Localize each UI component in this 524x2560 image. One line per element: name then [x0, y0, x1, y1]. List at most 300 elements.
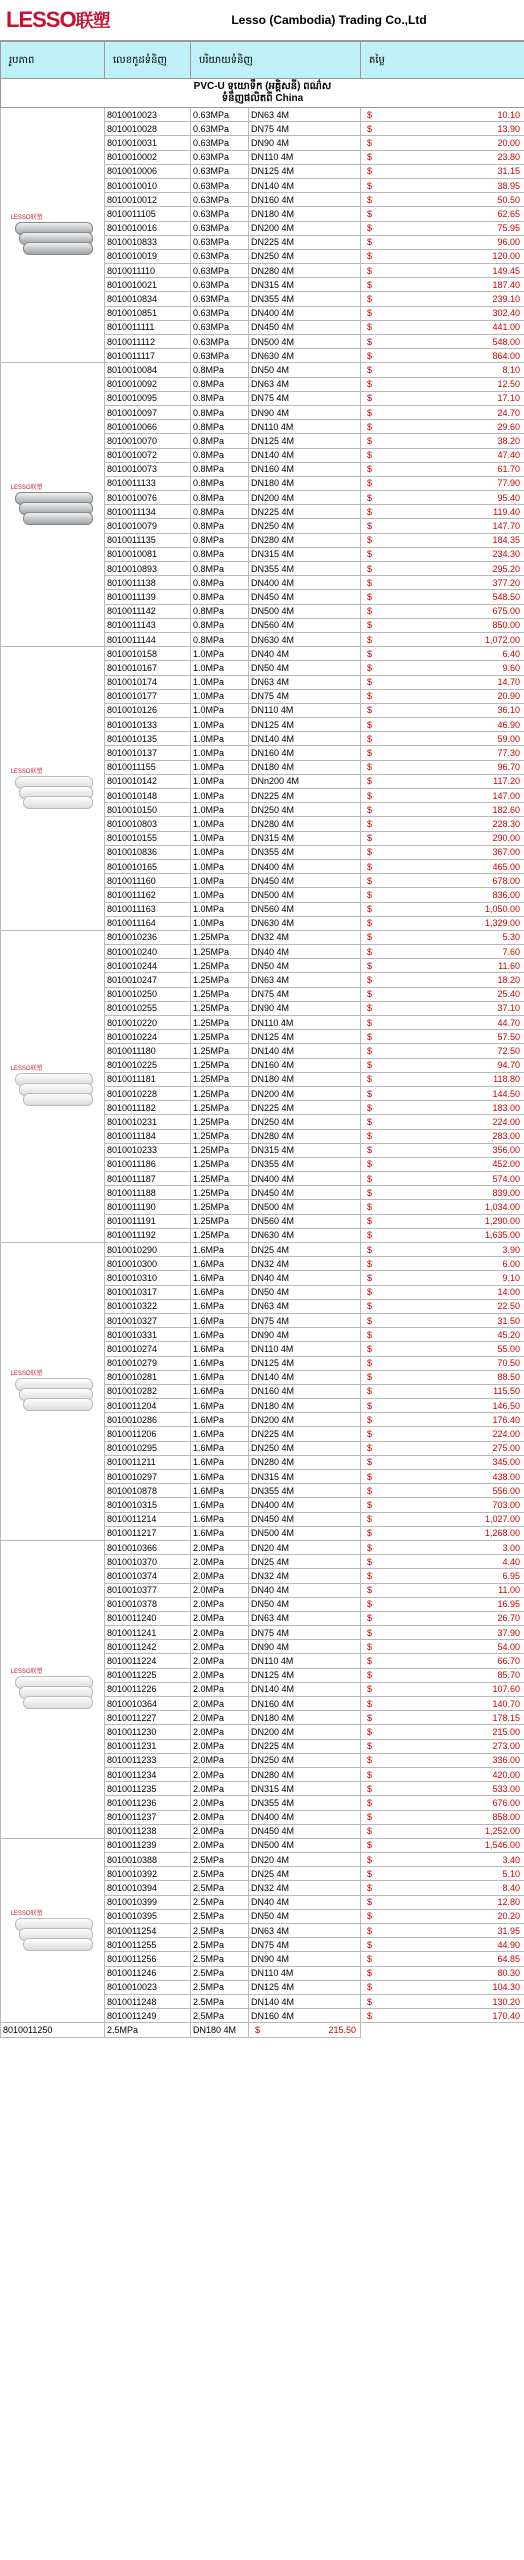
currency-symbol: $ [367, 1556, 373, 1567]
item-code: 8010011142 [105, 604, 191, 618]
item-code: 8010010072 [105, 448, 191, 462]
price-cell [361, 774, 524, 788]
pressure-rating: 2.5MPa [191, 1853, 249, 1867]
currency-symbol: $ [367, 208, 373, 219]
pipe-size: DN280 4M [249, 1455, 361, 1469]
pipe-size: DN140 4M [249, 1370, 361, 1384]
currency-symbol: $ [367, 1996, 373, 2007]
currency-symbol: $ [367, 180, 373, 191]
price-cell [361, 434, 524, 448]
currency-symbol: $ [367, 932, 373, 943]
item-code: 8010011225 [105, 1668, 191, 1682]
pipe-size: DN250 4M [249, 803, 361, 817]
pipe-size: DN200 4M [249, 221, 361, 235]
pipe-size: DN355 4M [249, 292, 361, 306]
currency-symbol: $ [367, 719, 373, 730]
price-cell [361, 476, 524, 490]
pressure-rating: 0.63MPa [191, 249, 249, 263]
currency-symbol: $ [367, 478, 373, 489]
table-row [1, 647, 524, 661]
price-value: 8.40 [502, 1883, 520, 1894]
pressure-rating: 2.0MPa [191, 1626, 249, 1640]
price-value: 3.90 [502, 1244, 520, 1255]
pipe-size: DN225 4M [249, 1427, 361, 1441]
price-value: 10.10 [497, 109, 520, 120]
price-value: 77.30 [497, 748, 520, 759]
price-value: 5.30 [502, 932, 520, 943]
price-value: 4.40 [502, 1556, 520, 1567]
price-value: 574.00 [492, 1173, 520, 1184]
price-value: 1,034.00 [484, 1202, 520, 1213]
price-cell [361, 1072, 524, 1086]
pressure-rating: 0.8MPa [191, 377, 249, 391]
price-cell [361, 519, 524, 533]
item-code: 8010011227 [105, 1711, 191, 1725]
item-code: 8010011235 [105, 1782, 191, 1796]
price-value: 839.00 [492, 1187, 520, 1198]
price-value: 1,635.00 [484, 1230, 520, 1241]
item-code: 8010011250 [1, 2023, 105, 2037]
pressure-rating: 0.8MPa [191, 391, 249, 405]
item-code: 8010011256 [105, 1952, 191, 1966]
currency-symbol: $ [367, 1187, 373, 1198]
pressure-rating: 1.6MPa [191, 1512, 249, 1526]
price-value: 215.00 [492, 1726, 520, 1737]
price-value: 9.10 [502, 1272, 520, 1283]
currency-symbol: $ [367, 1202, 373, 1213]
currency-symbol: $ [367, 1429, 373, 1440]
item-code: 8010010165 [105, 859, 191, 873]
pipe-size: DN500 4M [249, 1526, 361, 1540]
pressure-rating: 2.0MPa [191, 1555, 249, 1569]
price-cell [361, 1058, 524, 1072]
price-value: 176.40 [492, 1414, 520, 1425]
pipe-size: DN32 4M [249, 1257, 361, 1271]
pressure-rating: 0.63MPa [191, 136, 249, 150]
item-code: 8010010378 [105, 1597, 191, 1611]
price-value: 45.20 [497, 1329, 520, 1340]
price-cell [361, 1924, 524, 1938]
pressure-rating: 0.8MPa [191, 562, 249, 576]
pressure-rating: 2.0MPa [191, 1767, 249, 1781]
pipe-size: DN40 4M [249, 647, 361, 661]
currency-symbol: $ [367, 1968, 373, 1979]
price-cell [361, 1399, 524, 1413]
currency-symbol: $ [367, 1287, 373, 1298]
currency-symbol: $ [367, 563, 373, 574]
pipe-size: DN180 4M [249, 1399, 361, 1413]
item-code: 8010010247 [105, 973, 191, 987]
price-cell [361, 888, 524, 902]
price-cell [361, 1228, 524, 1242]
item-code: 8010011184 [105, 1129, 191, 1143]
item-code: 8010010095 [105, 391, 191, 405]
currency-symbol: $ [367, 2010, 373, 2021]
pipe-size: DN450 4M [249, 1186, 361, 1200]
price-cell [361, 1342, 524, 1356]
item-code: 8010011246 [105, 1966, 191, 1980]
price-value: 283.00 [492, 1131, 520, 1142]
currency-symbol: $ [367, 506, 373, 517]
pressure-rating: 1.6MPa [191, 1271, 249, 1285]
price-value: 149.45 [492, 265, 520, 276]
currency-symbol: $ [367, 364, 373, 375]
pressure-rating: 1.0MPa [191, 874, 249, 888]
price-value: 120.00 [492, 251, 520, 262]
pipe-size: DN500 4M [249, 1838, 361, 1852]
currency-symbol: $ [367, 1656, 373, 1667]
price-cell [361, 1001, 524, 1015]
pressure-rating: 0.8MPa [191, 448, 249, 462]
price-value: 26.70 [497, 1613, 520, 1624]
currency-symbol: $ [367, 1741, 373, 1752]
pressure-rating: 1.6MPa [191, 1243, 249, 1257]
pipe-size: DN200 4M [249, 491, 361, 505]
pressure-rating: 1.25MPa [191, 1044, 249, 1058]
currency-symbol: $ [367, 1797, 373, 1808]
currency-symbol: $ [367, 1102, 373, 1113]
pressure-rating: 2.5MPa [191, 1881, 249, 1895]
pressure-rating: 1.6MPa [191, 1498, 249, 1512]
currency-symbol: $ [367, 407, 373, 418]
price-cell [361, 831, 524, 845]
currency-symbol: $ [367, 1542, 373, 1553]
price-cell [361, 1498, 524, 1512]
currency-symbol: $ [367, 1131, 373, 1142]
currency-symbol: $ [367, 1329, 373, 1340]
price-cell [361, 462, 524, 476]
price-cell [361, 1143, 524, 1157]
item-code: 8010010250 [105, 987, 191, 1001]
price-value: 119.40 [493, 506, 520, 517]
price-value: 170.40 [492, 2010, 520, 2021]
price-cell [361, 1470, 524, 1484]
pipe-size: DN110 4M [249, 1966, 361, 1980]
price-value: 44.90 [497, 1939, 520, 1950]
table-header-row [1, 42, 524, 79]
price-value: 3.40 [502, 1854, 520, 1865]
price-value: 183.00 [492, 1102, 520, 1113]
pipe-size: DN110 4M [249, 1654, 361, 1668]
pipe-size: DN450 4M [249, 1512, 361, 1526]
item-code: 8010010231 [105, 1115, 191, 1129]
currency-symbol: $ [367, 960, 373, 971]
price-value: 1,072.00 [484, 634, 520, 645]
pressure-rating: 1.25MPa [191, 1058, 249, 1072]
price-cell [361, 1512, 524, 1526]
price-cell [361, 647, 524, 661]
pipe-size: DN180 4M [249, 476, 361, 490]
item-code: 8010010399 [105, 1895, 191, 1909]
price-cell [361, 1640, 524, 1654]
price-value: 85.70 [497, 1670, 520, 1681]
pipe-size: DN180 4M [249, 1711, 361, 1725]
currency-symbol: $ [367, 237, 373, 248]
pressure-rating: 1.0MPa [191, 732, 249, 746]
price-value: 8.10 [502, 364, 520, 375]
pressure-rating: 0.63MPa [191, 207, 249, 221]
price-value: 11.00 [498, 1585, 520, 1596]
price-value: 295.20 [492, 563, 520, 574]
price-cell [361, 817, 524, 831]
pressure-rating: 1.0MPa [191, 902, 249, 916]
item-code: 8010010803 [105, 817, 191, 831]
price-value: 22.50 [497, 1301, 520, 1312]
item-code: 8010010148 [105, 789, 191, 803]
currency-symbol: $ [367, 733, 373, 744]
item-code: 8010010126 [105, 703, 191, 717]
pipe-size: DN560 4M [249, 902, 361, 916]
pipe-size: DN225 4M [249, 1101, 361, 1115]
item-code: 8010010220 [105, 1016, 191, 1030]
pressure-rating: 2.5MPa [191, 1909, 249, 1923]
price-cell [361, 1413, 524, 1427]
pressure-rating: 2.0MPa [191, 1739, 249, 1753]
price-cell [361, 803, 524, 817]
item-code: 8010010851 [105, 306, 191, 320]
price-value: 107.60 [492, 1684, 520, 1695]
price-value: 61.70 [497, 464, 520, 475]
currency-symbol: $ [367, 279, 373, 290]
currency-symbol: $ [367, 464, 373, 475]
pressure-rating: 2.5MPa [191, 1952, 249, 1966]
price-value: 6.00 [502, 1258, 520, 1269]
pressure-rating: 2.0MPa [191, 1540, 249, 1554]
currency-symbol: $ [367, 1272, 373, 1283]
pipe-size: DN125 4M [249, 164, 361, 178]
pipe-size: DN315 4M [249, 1782, 361, 1796]
price-value: 367.00 [492, 847, 520, 858]
item-code: 8010011105 [105, 207, 191, 221]
price-cell [361, 945, 524, 959]
price-value: 31.95 [497, 1925, 520, 1936]
currency-symbol: $ [367, 634, 373, 645]
price-value: 441.00 [492, 322, 520, 333]
pipe-size: DN250 4M [249, 1753, 361, 1767]
price-cell [361, 1753, 524, 1767]
price-value: 117.20 [493, 776, 520, 787]
currency-symbol: $ [367, 1684, 373, 1695]
product-image [1, 647, 105, 931]
item-code: 8010011224 [105, 1654, 191, 1668]
price-value: 864.00 [492, 350, 520, 361]
pipe-size: DN50 4M [249, 661, 361, 675]
price-value: 1,252.00 [484, 1826, 520, 1837]
currency-symbol: $ [367, 691, 373, 702]
currency-symbol: $ [367, 435, 373, 446]
price-cell [361, 136, 524, 150]
pressure-rating: 0.63MPa [191, 150, 249, 164]
pipe-size: DN140 4M [249, 448, 361, 462]
pipe-bundle-icon [9, 216, 97, 254]
item-code: 8010010279 [105, 1356, 191, 1370]
price-value: 438.00 [492, 1471, 520, 1482]
price-cell [361, 859, 524, 873]
price-cell [361, 193, 524, 207]
pipe-size: DN500 4M [249, 604, 361, 618]
currency-symbol: $ [367, 1698, 373, 1709]
pressure-rating: 1.0MPa [191, 774, 249, 788]
pipe-size: DN140 4M [249, 1994, 361, 2008]
product-image [1, 363, 105, 647]
item-code: 8010011241 [105, 1626, 191, 1640]
item-code: 8010011144 [105, 632, 191, 646]
price-cell [361, 1186, 524, 1200]
pipe-size: DN160 4M [249, 2009, 361, 2023]
pressure-rating: 1.0MPa [191, 647, 249, 661]
currency-symbol: $ [367, 1570, 373, 1581]
price-cell [361, 1824, 524, 1838]
pipe-size: DN315 4M [249, 1143, 361, 1157]
column-header-image: រូបភាព [1, 42, 105, 79]
pipe-size: DN50 4M [249, 1285, 361, 1299]
price-value: 62.65 [497, 208, 520, 219]
pipe-bundle-icon [9, 1912, 97, 1950]
item-code: 8010010834 [105, 292, 191, 306]
price-value: 94.70 [497, 1060, 520, 1071]
price-cell [361, 1555, 524, 1569]
price-cell [361, 689, 524, 703]
price-value: 3.00 [502, 1542, 520, 1553]
item-code: 8010011160 [105, 874, 191, 888]
pipe-size: DN160 4M [249, 1697, 361, 1711]
price-cell [361, 902, 524, 916]
price-value: 228.30 [492, 818, 520, 829]
currency-symbol: $ [367, 875, 373, 886]
pressure-rating: 1.25MPa [191, 1030, 249, 1044]
price-cell [361, 959, 524, 973]
pipe-size: DN125 4M [249, 1668, 361, 1682]
currency-symbol: $ [367, 1017, 373, 1028]
pressure-rating: 1.0MPa [191, 859, 249, 873]
product-image [1, 1540, 105, 1838]
pipe-size: DN20 4M [249, 1540, 361, 1554]
item-code: 8010010282 [105, 1384, 191, 1398]
price-cell [361, 164, 524, 178]
price-value: 836.00 [492, 889, 520, 900]
item-code: 8010010331 [105, 1328, 191, 1342]
image-brand-label: LESSO联塑 [10, 1669, 43, 1676]
price-value: 37.10 [497, 1003, 520, 1014]
item-code: 8010010233 [105, 1143, 191, 1157]
item-code: 8010010150 [105, 803, 191, 817]
price-value: 678.00 [492, 875, 520, 886]
price-value: 37.90 [497, 1627, 520, 1638]
item-code: 8010010012 [105, 193, 191, 207]
pressure-rating: 2.5MPa [191, 1980, 249, 1994]
price-value: 20.90 [497, 691, 520, 702]
pipe-size: DN280 4M [249, 817, 361, 831]
pressure-rating: 2.0MPa [191, 1824, 249, 1838]
currency-symbol: $ [367, 1514, 373, 1525]
price-value: 858.00 [492, 1812, 520, 1823]
price-cell [361, 1243, 524, 1257]
pressure-rating: 0.8MPa [191, 405, 249, 419]
price-value: 273.00 [492, 1741, 520, 1752]
section-title: PVC-U ទុយោទឹក (អគ្គិសនី) ពណ៌ស ទំនិញផលិតពី China [1, 79, 524, 108]
item-code: 8010011238 [105, 1824, 191, 1838]
pressure-rating: 2.5MPa [191, 1867, 249, 1881]
pipe-size: DN355 4M [249, 1796, 361, 1810]
price-cell [361, 1299, 524, 1313]
price-cell [361, 1697, 524, 1711]
pressure-rating: 0.8MPa [191, 547, 249, 561]
price-value: 144.50 [492, 1088, 520, 1099]
pressure-rating: 1.25MPa [191, 1001, 249, 1015]
image-brand-label: LESSO联塑 [10, 1910, 43, 1917]
currency-symbol: $ [367, 1003, 373, 1014]
item-code: 8010010010 [105, 178, 191, 192]
pipe-size: DN160 4M [249, 1058, 361, 1072]
price-cell [361, 1016, 524, 1030]
pressure-rating: 1.25MPa [191, 1129, 249, 1143]
price-cell [361, 1711, 524, 1725]
price-value: 1,027.00 [484, 1514, 520, 1525]
pipe-size: DN280 4M [249, 533, 361, 547]
price-value: 420.00 [492, 1769, 520, 1780]
pipe-size: DN225 4M [249, 1739, 361, 1753]
pipe-size: DN75 4M [249, 1938, 361, 1952]
price-value: 118.80 [493, 1074, 520, 1085]
item-code: 8010011240 [105, 1611, 191, 1625]
item-code: 8010010228 [105, 1086, 191, 1100]
pressure-rating: 1.6MPa [191, 1526, 249, 1540]
item-code: 8010010370 [105, 1555, 191, 1569]
item-code: 8010010174 [105, 675, 191, 689]
item-code: 8010010297 [105, 1470, 191, 1484]
pipe-size: DN90 4M [249, 1328, 361, 1342]
item-code: 8010011111 [105, 320, 191, 334]
price-value: 12.80 [497, 1897, 520, 1908]
currency-symbol: $ [367, 109, 373, 120]
currency-symbol: $ [367, 705, 373, 716]
pressure-rating: 0.8MPa [191, 632, 249, 646]
price-value: 47.40 [497, 450, 520, 461]
currency-symbol: $ [367, 123, 373, 134]
pipe-size: DN180 4M [249, 760, 361, 774]
pressure-rating: 2.0MPa [191, 1782, 249, 1796]
price-cell [361, 618, 524, 632]
price-cell [361, 1994, 524, 2008]
item-code: 8010011162 [105, 888, 191, 902]
price-value: 11.60 [498, 960, 520, 971]
item-code: 8010010023 [105, 1980, 191, 1994]
currency-symbol: $ [367, 847, 373, 858]
price-value: 24.70 [497, 407, 520, 418]
pipe-bundle-icon [9, 1372, 97, 1410]
price-value: 452.00 [492, 1159, 520, 1170]
pressure-rating: 1.0MPa [191, 661, 249, 675]
item-code: 8010010097 [105, 405, 191, 419]
price-value: 46.90 [497, 719, 520, 730]
item-code: 8010010079 [105, 519, 191, 533]
pressure-rating: 1.25MPa [191, 973, 249, 987]
price-cell [361, 122, 524, 136]
price-value: 80.30 [497, 1968, 520, 1979]
pressure-rating: 1.25MPa [191, 1086, 249, 1100]
pipe-size: DN75 4M [249, 1626, 361, 1640]
item-code: 8010010158 [105, 647, 191, 661]
item-code: 8010011206 [105, 1427, 191, 1441]
item-code: 8010011181 [105, 1072, 191, 1086]
pipe-size: DN160 4M [249, 1384, 361, 1398]
item-code: 8010011230 [105, 1725, 191, 1739]
price-value: 556.00 [492, 1485, 520, 1496]
pipe-size: DN32 4M [249, 1881, 361, 1895]
pipe-size: DN63 4M [249, 1611, 361, 1625]
price-value: 1,329.00 [484, 918, 520, 929]
price-value: 54.00 [497, 1641, 520, 1652]
